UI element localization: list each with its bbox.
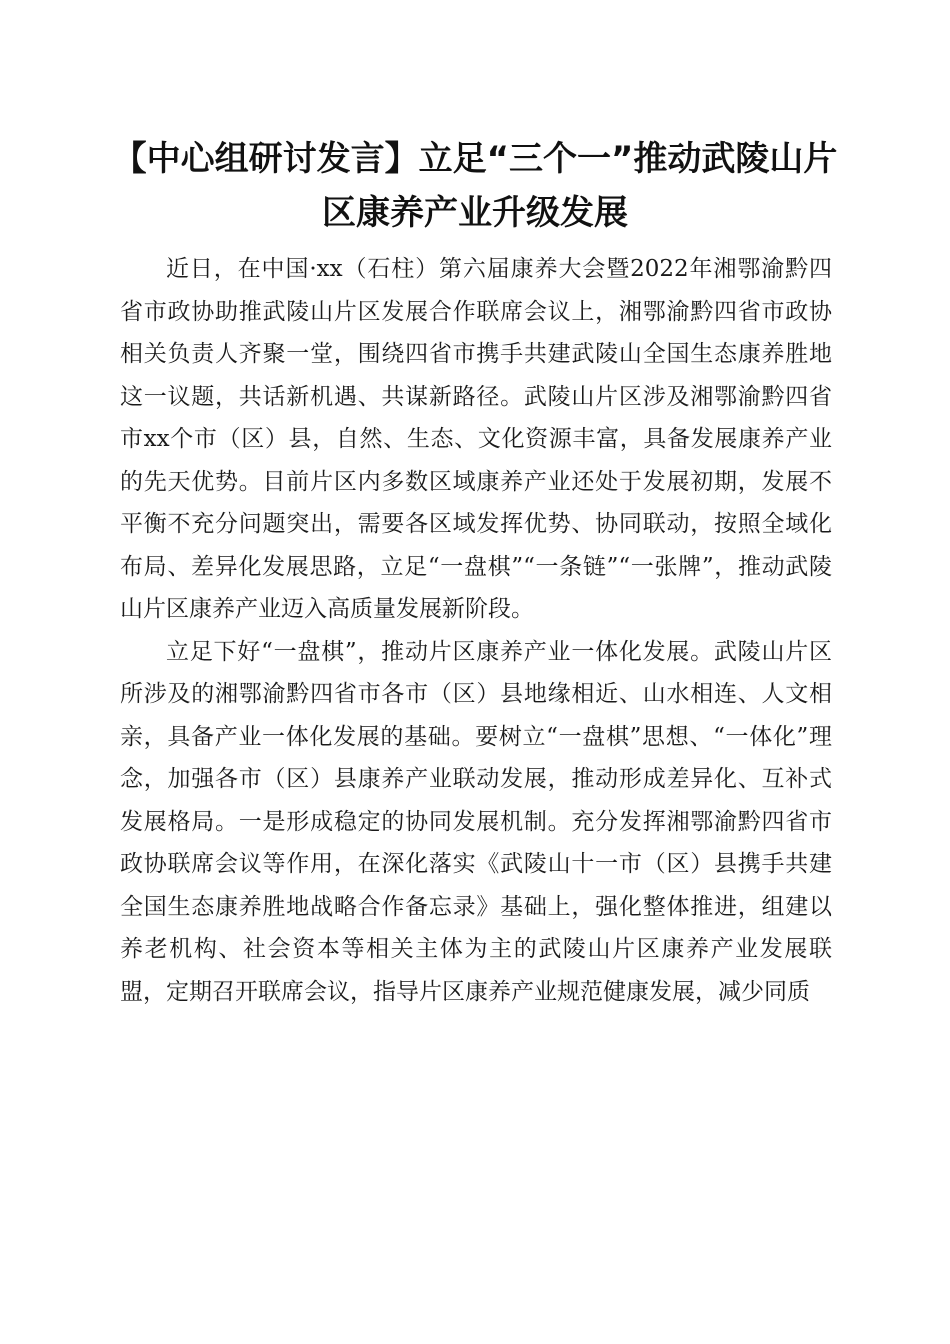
paragraph-intro: 近日，在中国·xx（石柱）第六届康养大会暨2022年湘鄂渝黔四省市政协助推武陵山片区发展合作联席会议上，湘鄂渝黔四省市政协相关负责人齐聚一堂，围绕四省市携手共建武陵山全国生态康养胜地这一议题，共话新机遇、共谋新路径。武陵山片区涉及湘鄂渝黔四省市xx个市（区）县，自然、生态、文化资源丰富，具备发展康养产业的先天优势。目前片区内多数区域康养产业还处于发展初期，发展不平衡不充分问题突出，需要各区域发挥优势、协同联动，按照全域化布局、差异化发展思路，立足“一盘棋”“一条链”“一张牌”，推动武陵山片区康养产业迈入高质量发展新阶段。 <box>120 256 832 622</box>
document-title: 【中心组研讨发言】立足“三个一”推动武陵山片区康养产业升级发展 <box>112 139 838 233</box>
document-body <box>120 248 832 1013</box>
paragraph-one-chessboard: 立足下好“一盘棋”，推动片区康养产业一体化发展。武陵山片区所涉及的湘鄂渝黔四省市各市（区）县地缘相近、山水相连、人文相亲，具备产业一体化发展的基础。要树立“一盘棋”思想、“一体化”理念，加强各市（区）县康养产业联动发展，推动形成差异化、互补式发展格局。一是形成稳定的协同发展机制。充分发挥湘鄂渝黔四省市政协联席会议等作用，在深化落实《武陵山十一市（区）县携手共建全国生态康养胜地战略合作备忘录》基础上，强化整体推进，组建以养老机构、社会资本等相关主体为主的武陵山片区康养产业发展联盟，定期召开联席会议，指导片区康养产业规范健康发展，减少同质 <box>120 638 832 1005</box>
